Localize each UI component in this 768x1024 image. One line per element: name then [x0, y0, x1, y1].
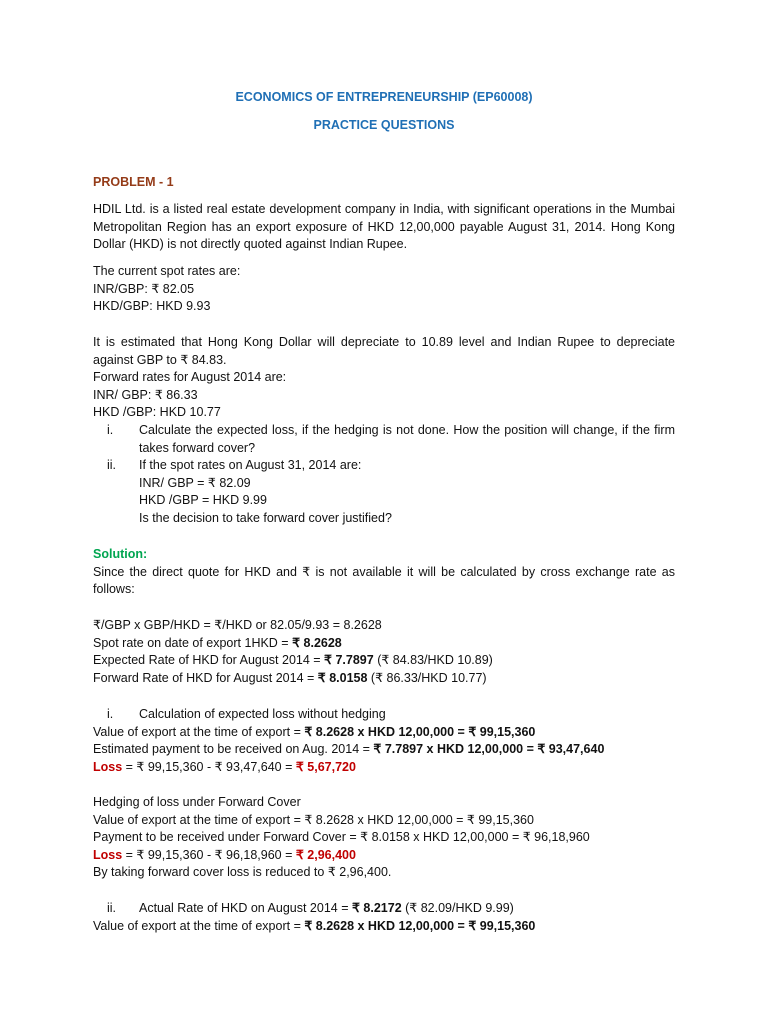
without-hedging: i. Calculation of expected loss without hedging Value of export at the time of export = ₹ 8.2628 x HKD 12,00,000 = ₹ 99,15,360 Estimated payment to be received on Aug. 2014 = ₹ 7.7897 x HKD 12,00,000 = ₹ 93,47,640 Loss = ₹ 99,15,360 - ₹ 93,47,640 = ₹ 5,67,720 — [93, 706, 675, 776]
estimate-paragraph: It is estimated that Hong Kong Dollar will depreciate to 10.89 level and Indian Rupee to depreciate against GBP to ₹ 84.83. Forward rates for August 2014 are: INR/ GBP: ₹ 86.33 HKD /GBP: HKD 10.77 i. Calculate the expected loss, if the hedging is not done. How the position will change, if the firm takes forward cover? ii. If the spot rates on August 31, 2014 are: INR/ GBP = ₹ 82.09 HKD /GBP = HKD 9.99 Is the decision to take forward cover justified? — [93, 334, 675, 528]
spot-rates: The current spot rates are: INR/GBP: ₹ 82.05 HKD/GBP: HKD 9.93 — [93, 264, 241, 314]
solution-intro: Since the direct quote for HKD and ₹ is not available it will be calculated by cross exchange rate as follows: — [93, 564, 675, 597]
forward-loss-line: Loss = ₹ 99,15,360 - ₹ 96,18,960 = ₹ 2,96,400 — [93, 847, 356, 862]
solution-section — [93, 546, 675, 599]
forward-cover: Hedging of loss under Forward Cover Value of export at the time of export = ₹ 8.2628 x HKD 12,00,000 = ₹ 99,15,360 Payment to be received under Forward Cover = ₹ 8.0158 x HKD 12,00,000 = ₹ 96,18,960 Loss = ₹ 99,15,360 - ₹ 96,18,960 = ₹ 2,96,400 By taking forward cover loss is reduced to ₹ 2,96,400. — [93, 794, 675, 882]
rates-calculation: ₹/GBP x GBP/HKD = ₹/HKD or 82.05/9.93 = 8.2628 Spot rate on date of export 1HKD = ₹ 8.2628 Expected Rate of HKD for August 2014 = ₹ 7.7897 (₹ 84.83/HKD 10.89) Forward Rate of HKD for August 2014 = ₹ 8.0158 (₹ 86.33/HKD 10.77) — [93, 618, 493, 685]
actual-rate: ii. Actual Rate of HKD on August 2014 = ₹ 8.2172 (₹ 82.09/HKD 9.99) Value of export at the time of export = ₹ 8.2628 x HKD 12,00,000 = ₹ 99,15,360 — [93, 901, 536, 933]
document-subtitle: PRACTICE QUESTIONS — [313, 118, 455, 132]
document-title: ECONOMICS OF ENTREPRENEURSHIP (EP60008) — [235, 90, 533, 104]
loss-line: Loss = ₹ 99,15,360 - ₹ 93,47,640 = ₹ 5,67,720 — [93, 759, 356, 774]
question-2: ii. If the spot rates on August 31, 2014 are: INR/ GBP = ₹ 82.09 HKD /GBP = HKD 9.99 Is the decision to take forward cover justified? — [107, 458, 392, 525]
solution-heading: Solution: — [93, 547, 148, 561]
problem-intro: HDIL Ltd. is a listed real estate development company in India, with significant operations in the Mumbai Metropolitan Region has an export exposure of HKD 12,00,000 payable August 31, 2014. Hong Kong Dollar (HKD) is not directly quoted against Indian Rupee. — [93, 202, 675, 252]
question-1: i. Calculate the expected loss, if the hedging is not done. How the position will change, if the firm takes forward cover? — [107, 422, 675, 455]
problem-heading: PROBLEM - 1 — [93, 175, 174, 189]
